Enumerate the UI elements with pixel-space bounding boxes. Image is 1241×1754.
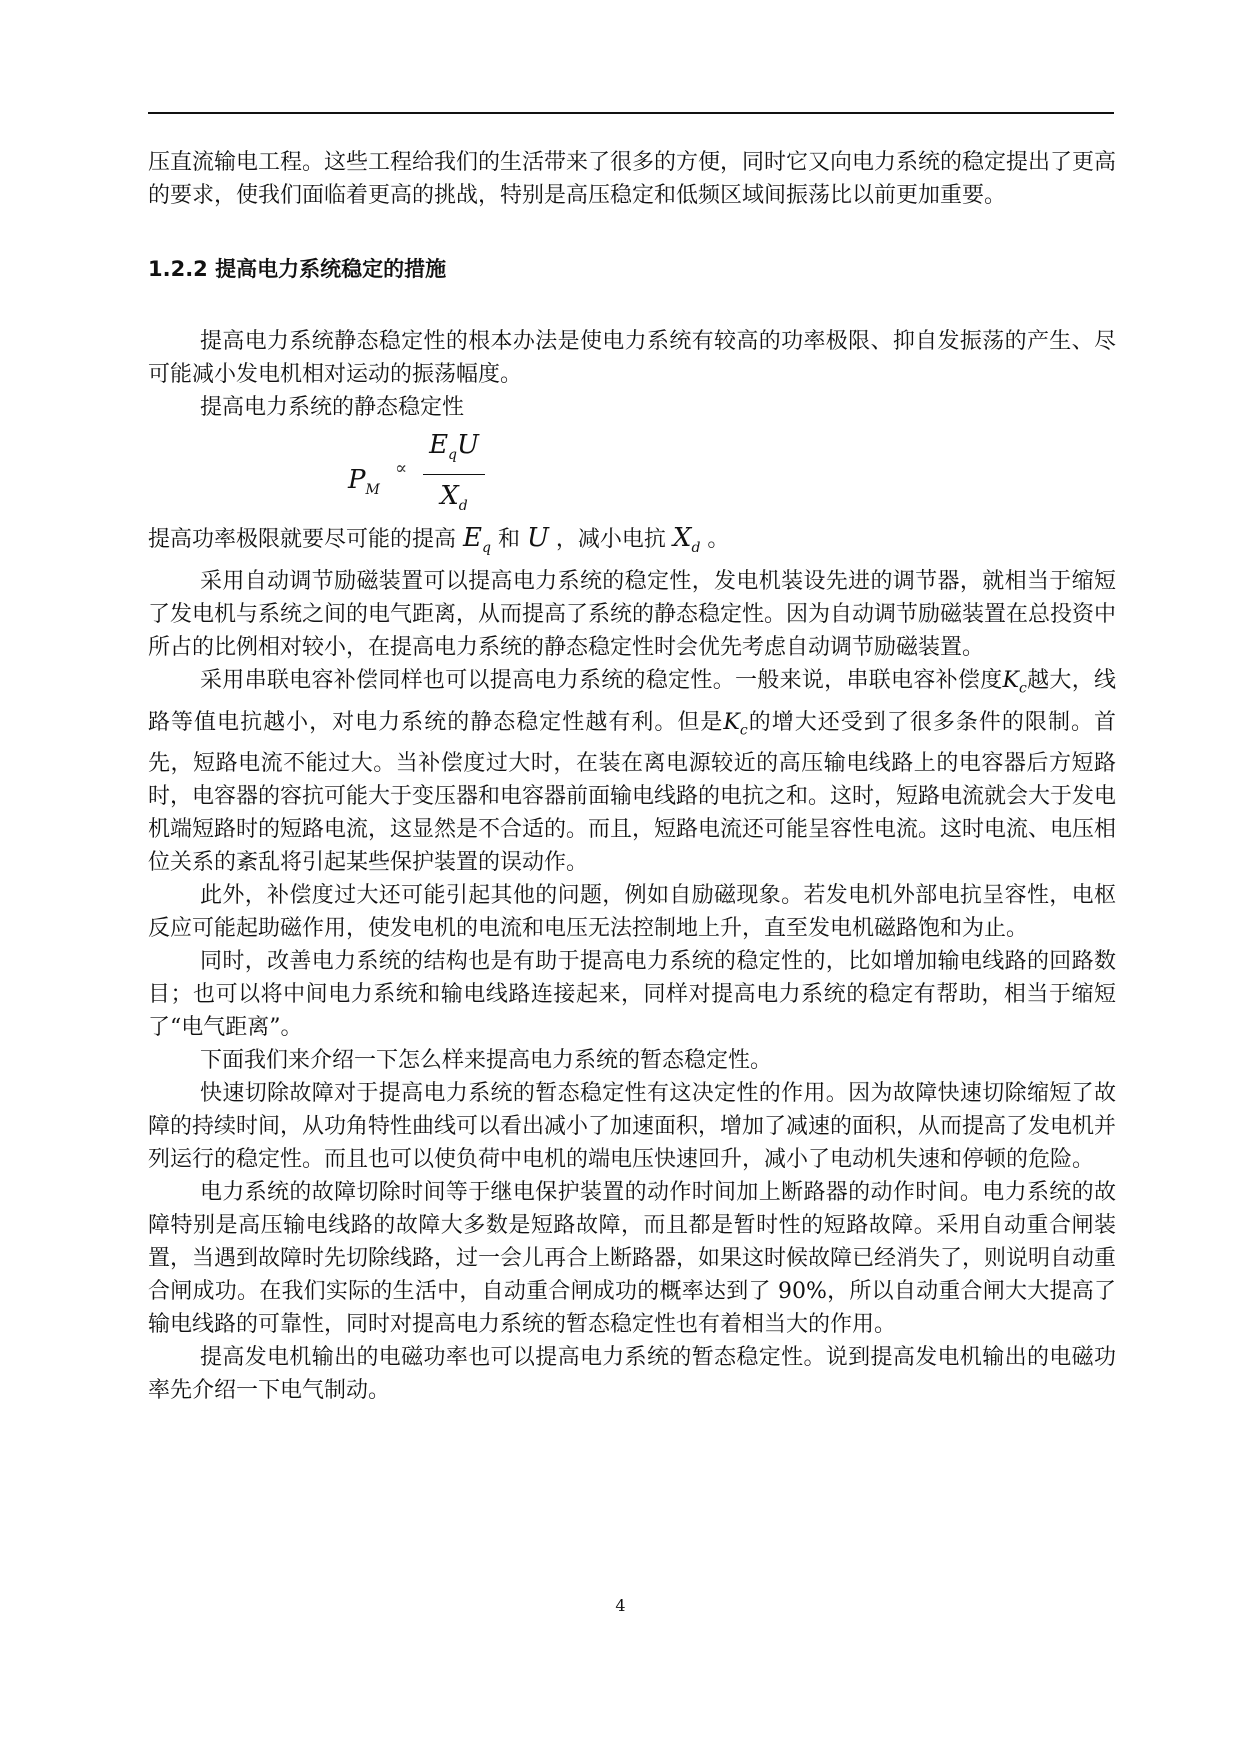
var-eq: $E_q$ [463, 523, 491, 557]
formula-lhs: $P_M$ [348, 465, 380, 499]
paragraph: 提高电力系统的静态稳定性 [200, 395, 465, 420]
paragraph: 快速切除故障对于提高电力系统的暂态稳定性有这决定性的作用。因为故障快速切除缩短了故障的持续时间，从功角特性曲线可以看出减小了加速面积，增加了减速的面积，从而提高了发电机并列运行的稳定性。而且也可以使负荷中电机的端电压快速回升，减小了电动机失速和停顿的危险。 [148, 1080, 1117, 1172]
paragraph: 提高电力系统静态稳定性的根本办法是使电力系统有较高的功率极限、抑自发振荡的产生、尽可能减小发电机相对运动的振荡幅度。 [148, 329, 1116, 387]
paragraph-intro: 压直流输电工程。这些工程给我们的生活带来了很多的方便，同时它又向电力系统的稳定提出了更高的要求，使我们面临着更高的挑战，特别是高压稳定和低频区域间振荡比以前更加重要。 [148, 150, 1117, 208]
var-xd: $X_d$ [672, 523, 701, 557]
paragraph: 提高发电机输出的电磁功率也可以提高电力系统的暂态稳定性。说到提高发电机输出的电磁功率先介绍一下电气制动。 [148, 1344, 1116, 1403]
fraction-bar [423, 474, 485, 475]
header-rule [148, 112, 1114, 114]
paragraph: 此外，补偿度过大还可能引起其他的问题，例如自励磁现象。若发电机外部电抗呈容性，电枢反应可能起助磁作用，使发电机的电流和电压无法控制地上升，直至发电机磁路饱和为止。 [148, 882, 1116, 941]
var-kc: $K_c$ [1002, 668, 1027, 697]
formula-fraction [423, 428, 485, 523]
var-u: U [526, 523, 549, 553]
page-number: 4 [615, 1596, 626, 1615]
paragraph: 同时，改善电力系统的结构也是有助于提高电力系统的稳定性的，比如增加输电线路的回路数目；也可以将中间电力系统和输电线路连接起来，同样对提高电力系统的稳定有帮助，相当于缩短了“电气距离”。 [148, 948, 1116, 1040]
paragraph: 采用串联电容补偿同样也可以提高电力系统的稳定性。一般来说，串联电容补偿度$K_c$越大，线路等值电抗越小，对电力系统的静态稳定性越有利。但是$K_c$的增大还受到了很多条件的限制。首先，短路电流不能过大。当补偿度过大时，在装在离电源较近的高压输电线路上的电容器后方短路时，电容器的容抗可能大于变压器和电容器前面输电线路的电抗之和。这时，短路电流就会大于发电机端短路时的短路电流，这显然是不合适的。而且，短路电流还可能呈容性电流。这时电流、电压相位关系的紊乱将引起某些保护装置的误动作。 [148, 668, 1117, 875]
paragraph: 下面我们来介绍一下怎么样来提高电力系统的暂态稳定性。 [200, 1047, 773, 1073]
formula-power-limit [148, 426, 1116, 522]
paragraph: 提高功率极限就要尽可能的提高 $E_q$ 和 U ，减小电抗 $X_d$ 。 [148, 523, 730, 557]
formula-denominator: $X_d$ [440, 481, 468, 515]
formula-proportional-sign: ∝ [395, 458, 408, 479]
var-kc: $K_c$ [723, 709, 748, 738]
section-heading: 1.2.2 提高电力系统稳定的措施 [148, 257, 447, 281]
formula-numerator: $E_qU$ [429, 430, 479, 464]
body-text [148, 146, 1116, 1407]
paragraph: 采用自动调节励磁装置可以提高电力系统的稳定性，发电机装设先进的调节器，就相当于缩短了发电机与系统之间的电气距离，从而提高了系统的静态稳定性。因为自动调节励磁装置在总投资中所占的比例相对较小，在提高电力系统的静态稳定性时会优先考虑自动调节励磁装置。 [148, 569, 1117, 661]
paragraph: 电力系统的故障切除时间等于继电保护装置的动作时间加上断路器的动作时间。电力系统的故障特别是高压输电线路的故障大多数是短路故障，而且都是暂时性的短路故障。采用自动重合闸装置，当遇到故障时先切除线路，过一会儿再合上断路器，如果这时候故障已经消失了，则说明自动重合闸成功。在我们实际的生活中，自动重合闸成功的概率达到了 90%，所以自动重合闸大大提高了输电线路的可靠性，同时对提高电力系统的暂态稳定性也有着相当大的作用。 [148, 1179, 1117, 1337]
